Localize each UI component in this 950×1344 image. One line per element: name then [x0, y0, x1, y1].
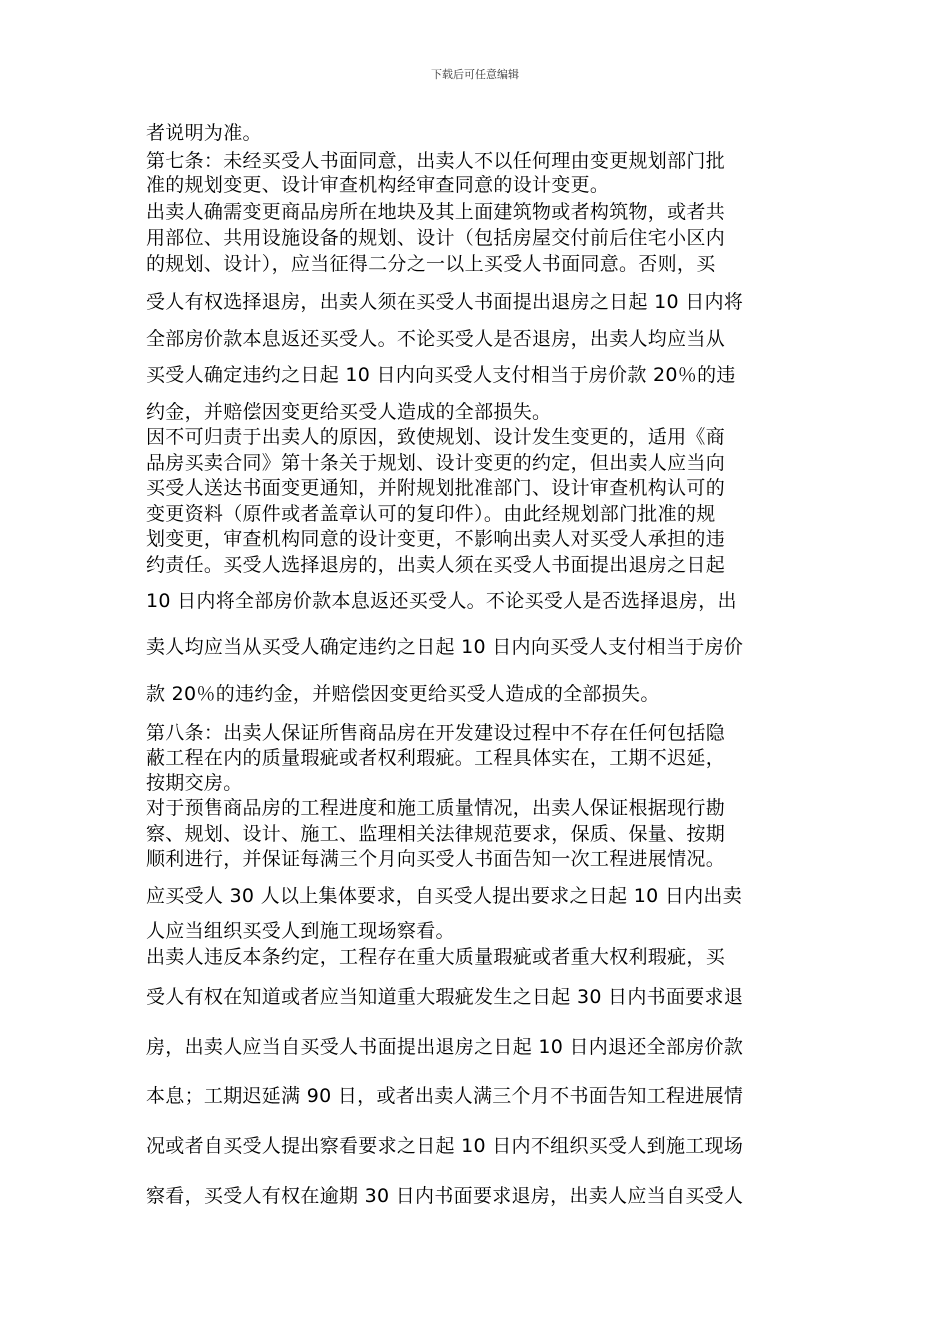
body-line: 因不可归责于出卖人的原因，致使规划、设计发生变更的，适用《商: [146, 426, 726, 448]
body-line: 顺利进行，并保证每满三个月向买受人书面告知一次工程进展情况。: [146, 848, 726, 870]
body-line: 房，出卖人应当自买受人书面提出退房之日起 10 日内退还全部房价款: [146, 1036, 744, 1058]
body-line: 应买受人 30 人以上集体要求，自买受人提出要求之日起 10 日内出卖: [146, 885, 743, 907]
body-line: 约责任。买受人选择退房的，出卖人须在买受人书面提出退房之日起: [146, 554, 726, 576]
page-header: 下载后可任意编辑: [431, 68, 519, 81]
body-line: 第八条：出卖人保证所售商品房在开发建设过程中不存在任何包括隐: [146, 722, 726, 744]
body-line: 本息；工期迟延满 90 日，或者出卖人满三个月不书面告知工程进展情: [146, 1085, 744, 1107]
body-line: 10 日内将全部房价款本息返还买受人。不论买受人是否选择退房，出: [146, 590, 737, 612]
body-line: 卖人均应当从买受人确定违约之日起 10 日内向买受人支付相当于房价: [146, 636, 744, 658]
body-line: 买受人确定违约之日起 10 日内向买受人支付相当于房价款 20％的违: [146, 364, 736, 386]
body-line: 划变更，审查机构同意的设计变更，不影响出卖人对买受人承担的违: [146, 528, 726, 550]
body-line: 约金，并赔偿因变更给买受人造成的全部损失。: [146, 401, 552, 423]
body-line: 按期交房。: [146, 772, 243, 794]
body-line: 蔽工程在内的质量瑕疵或者权利瑕疵。工程具体实在，工期不迟延，: [146, 747, 726, 769]
body-line: 况或者自买受人提出察看要求之日起 10 日内不组织买受人到施工现场: [146, 1135, 744, 1157]
body-line: 全部房价款本息返还买受人。不论买受人是否退房，出卖人均应当从: [146, 328, 726, 350]
body-line: 第七条：未经买受人书面同意，出卖人不以任何理由变更规划部门批: [146, 150, 726, 172]
body-line: 人应当组织买受人到施工现场察看。: [146, 920, 455, 942]
body-line: 者说明为准。: [146, 122, 262, 144]
body-line: 的规划、设计），应当征得二分之一以上买受人书面同意。否则，买: [146, 253, 716, 275]
body-line: 察看，买受人有权在逾期 30 日内书面要求退房，出卖人应当自买受人: [146, 1185, 744, 1207]
body-line: 买受人送达书面变更通知，并附规划批准部门、设计审查机构认可的: [146, 477, 726, 499]
body-line: 察、规划、设计、施工、监理相关法律规范要求，保质、保量、按期: [146, 823, 726, 845]
body-line: 款 20％的违约金，并赔偿因变更给买受人造成的全部损失。: [146, 683, 660, 705]
body-line: 变更资料（原件或者盖章认可的复印件）。由此经规划部门批准的规: [146, 503, 716, 525]
body-line: 出卖人确需变更商品房所在地块及其上面建筑物或者构筑物，或者共: [146, 201, 726, 223]
body-line: 受人有权选择退房，出卖人须在买受人书面提出退房之日起 10 日内将: [146, 291, 744, 313]
body-line: 用部位、共用设施设备的规划、设计（包括房屋交付前后住宅小区内: [146, 227, 726, 249]
body-line: 准的规划变更、设计审查机构经审查同意的设计变更。: [146, 174, 610, 196]
body-line: 出卖人违反本条约定，工程存在重大质量瑕疵或者重大权利瑕疵，买: [146, 946, 726, 968]
body-line: 受人有权在知道或者应当知道重大瑕疵发生之日起 30 日内书面要求退: [146, 986, 744, 1008]
body-line: 对于预售商品房的工程进度和施工质量情况，出卖人保证根据现行勘: [146, 797, 726, 819]
body-line: 品房买卖合同》第十条关于规划、设计变更的约定，但出卖人应当向: [146, 452, 726, 474]
